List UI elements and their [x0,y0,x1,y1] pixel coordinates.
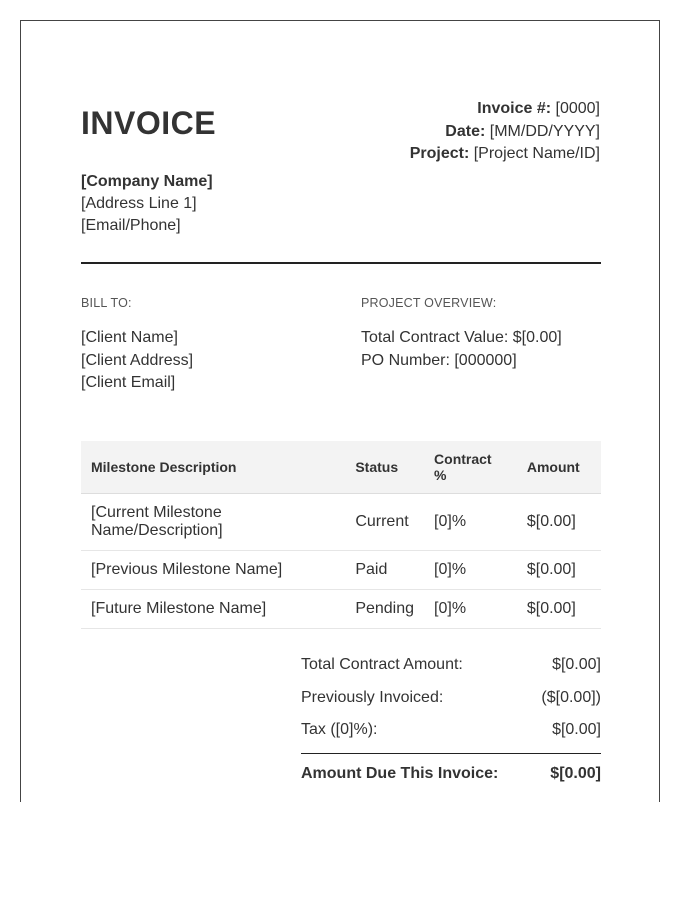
milestone-amount: $[0.00] [517,551,601,590]
header-status: Status [345,441,424,494]
project-overview-block [361,327,562,372]
tax-amount: $[0.00] [552,721,601,738]
invoice-number-label: Invoice #: [477,100,552,117]
totals-block [301,649,601,787]
invoice-date [410,121,600,144]
milestone-percent: [0]% [424,551,517,590]
amount-due-value: $[0.00] [550,764,601,782]
client-address: [Client Address] [81,351,194,369]
tax-label: Tax ([0]%): [301,721,378,738]
header-amount: Amount [517,441,601,494]
total-contract-amount: $[0.00] [552,656,601,673]
milestone-amount: $[0.00] [517,494,601,551]
project-overview-label: PROJECT OVERVIEW: [361,296,497,310]
client-email: [Client Email] [81,374,176,391]
header-divider [81,262,601,264]
milestone-status: Current [345,494,424,551]
header-milestone-description: Milestone Description [81,441,345,494]
invoice-project [410,143,600,166]
table-row [81,590,601,629]
previously-invoiced-row [301,682,601,715]
amount-due-label: Amount Due This Invoice: [301,764,499,782]
invoice-number [410,98,600,121]
company-name: [Company Name] [81,173,213,190]
table-row [81,551,601,590]
bill-to-label: BILL TO: [81,296,132,310]
milestone-description: [Future Milestone Name] [81,590,345,629]
invoice-date-value: [MM/DD/YYYY] [489,122,600,140]
tax-row [301,714,601,747]
company-contact: [Email/Phone] [81,217,181,234]
table-row [81,494,601,551]
po-number: PO Number: [000000] [361,351,517,369]
invoice-meta [410,98,600,166]
invoice-title: INVOICE [81,105,217,141]
company-block [81,171,213,237]
milestone-description: [Previous Milestone Name] [81,551,345,590]
milestone-table [81,441,601,629]
invoice-number-value: [0000] [555,100,600,117]
invoice-project-value: [Project Name/ID] [473,145,600,162]
header-contract-percent: Contract % [424,441,517,494]
total-contract-value: Total Contract Value: $[0.00] [361,329,562,346]
milestone-status: Pending [345,590,424,629]
invoice-date-label: Date: [445,122,486,140]
milestone-status: Paid [345,551,424,590]
milestone-percent: [0]% [424,590,517,629]
previously-invoiced-amount: ($[0.00]) [541,688,601,706]
amount-due-row [301,761,601,787]
milestone-percent: [0]% [424,494,517,551]
totals-divider [301,753,601,754]
milestone-amount: $[0.00] [517,590,601,629]
client-name: [Client Name] [81,329,178,346]
company-address: [Address Line 1] [81,195,197,212]
total-contract-label: Total Contract Amount: [301,656,463,673]
previously-invoiced-label: Previously Invoiced: [301,688,444,706]
bill-to-block [81,327,193,395]
total-contract-row [301,649,601,682]
invoice-project-label: Project: [409,145,470,162]
invoice-page [20,20,660,802]
table-header-row [81,441,601,494]
milestone-description: [Current Milestone Name/Description] [81,494,345,551]
